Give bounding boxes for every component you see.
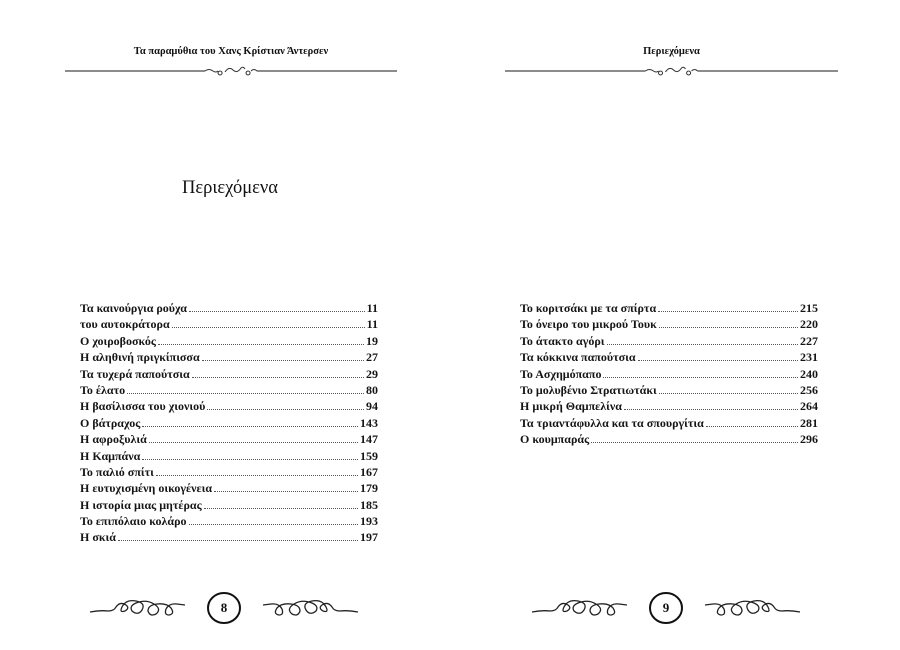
toc-entry-title: Ο χοιροβοσκός	[80, 333, 156, 348]
toc-entry-page: 80	[366, 382, 378, 397]
toc-entry[interactable]	[80, 333, 378, 349]
dot-leader	[142, 459, 358, 460]
dot-leader	[659, 393, 798, 394]
toc-entry-page: 29	[366, 366, 378, 381]
toc-entry-page: 11	[366, 317, 378, 332]
toc-entry-title: Τα τριαντάφυλλα και τα σπουργίτια	[520, 415, 704, 430]
toc-entry-page: 231	[800, 350, 818, 365]
dot-leader	[202, 360, 364, 361]
toc-entry[interactable]	[80, 448, 378, 464]
toc-entry-title: Η αφροξυλιά	[80, 432, 147, 447]
toc-entry-title: Η σκιά	[80, 530, 116, 545]
running-head: Τα παραμύθια του Χανς Κρίστιαν Άντερσεν	[133, 46, 329, 57]
dot-leader	[149, 442, 358, 443]
dot-leader	[158, 344, 364, 345]
toc-entry-page: 27	[366, 350, 378, 365]
toc-entry[interactable]	[520, 316, 818, 332]
dot-leader	[659, 327, 798, 328]
toc-entry-page: 143	[360, 415, 378, 430]
toc-entry[interactable]	[80, 382, 378, 398]
toc-entry-title: Το όνειρο του μικρού Τουκ	[520, 317, 657, 332]
toc-entry-page: 159	[360, 448, 378, 463]
toc-entry-page: 179	[360, 481, 378, 496]
page-number: 9	[662, 600, 670, 615]
flourish-divider-icon	[65, 65, 397, 77]
dot-leader	[638, 360, 798, 361]
toc-entry[interactable]	[520, 415, 818, 431]
toc-entry-page: 185	[360, 497, 378, 512]
toc-entry[interactable]	[80, 480, 378, 496]
toc-entry[interactable]	[80, 349, 378, 365]
page-number: 8	[220, 600, 228, 615]
dot-leader	[192, 377, 364, 378]
toc-entry[interactable]	[520, 366, 818, 382]
toc-entry[interactable]	[80, 464, 378, 480]
toc-entry[interactable]	[80, 300, 378, 316]
toc-entry[interactable]	[520, 398, 818, 414]
toc-entry-page: 264	[800, 399, 818, 414]
toc-entry-title: Η βασίλισσα του χιονιού	[80, 399, 206, 414]
toc-entry-page: 296	[800, 432, 818, 447]
toc-entry-page: 240	[800, 366, 818, 381]
dot-leader	[204, 508, 358, 509]
table-of-contents	[520, 300, 818, 448]
toc-entry-page: 11	[366, 301, 378, 315]
table-of-contents	[80, 300, 378, 546]
toc-entry-page: 193	[360, 514, 378, 529]
toc-entry-title: Η ευτυχισμένη οικογένεια	[80, 481, 213, 496]
dot-leader	[607, 344, 799, 345]
dot-leader	[624, 409, 798, 410]
dot-leader	[207, 409, 364, 410]
toc-entry-page: 215	[800, 301, 818, 315]
toc-entry-title: Το επιπόλαιο κολάρο	[80, 514, 187, 529]
toc-entry-title: Η αληθινή πριγκίπισσα	[80, 350, 200, 365]
toc-entry[interactable]	[80, 431, 378, 447]
ornamental-rule	[505, 65, 838, 77]
toc-entry[interactable]	[520, 333, 818, 349]
toc-entry-title: Τα κόκκινα παπούτσια	[520, 350, 636, 365]
toc-entry-title: του αυτοκράτορα	[80, 317, 170, 332]
toc-entry-title: Το παλιό σπίτι	[80, 464, 154, 479]
toc-entry-page: 19	[366, 333, 378, 348]
dot-leader	[172, 327, 365, 328]
toc-entry-page: 220	[800, 317, 818, 332]
dot-leader	[706, 426, 798, 427]
toc-entry-title: Η μικρή Θαμπελίνα	[520, 399, 622, 414]
dot-leader	[118, 540, 358, 541]
toc-entry-title: Η ιστορία μιας μητέρας	[80, 497, 202, 512]
toc-entry-page: 281	[800, 415, 818, 430]
toc-entry-title: Το μολυβένιο Στρατιωτάκι	[520, 382, 657, 397]
dot-leader	[127, 393, 364, 394]
toc-entry-title: Το κοριτσάκι με τα σπίρτα	[520, 301, 657, 315]
toc-entry[interactable]	[80, 398, 378, 414]
toc-entry[interactable]	[80, 366, 378, 382]
toc-entry-title: Το άτακτο αγόρι	[520, 333, 605, 348]
running-head: Περιεχόμενα	[643, 46, 700, 57]
flourish-divider-icon	[505, 65, 838, 77]
dot-leader	[591, 442, 798, 443]
toc-entry-page: 147	[360, 432, 378, 447]
ornamental-rule	[65, 65, 397, 77]
toc-entry[interactable]	[80, 497, 378, 513]
toc-entry-title: Η Καμπάνα	[80, 448, 141, 463]
dot-leader	[156, 475, 358, 476]
toc-entry[interactable]	[80, 529, 378, 545]
dot-leader	[189, 311, 365, 312]
toc-entry-page: 167	[360, 464, 378, 479]
toc-entry-title: Το Ασχημόπαπο	[520, 366, 602, 381]
toc-entry[interactable]	[80, 415, 378, 431]
toc-entry[interactable]	[520, 382, 818, 398]
toc-entry[interactable]	[80, 513, 378, 529]
toc-entry[interactable]	[80, 316, 378, 332]
contents-title: Περιεχόμενα	[182, 178, 278, 198]
page-number-ornament	[88, 588, 360, 628]
toc-entry-title: Τα τυχερά παπούτσια	[80, 366, 190, 381]
toc-entry-title: Το έλατο	[80, 382, 126, 397]
toc-entry-title: Ο κουμπαράς	[520, 432, 590, 447]
page-number-ornament	[530, 588, 802, 628]
toc-entry[interactable]	[520, 431, 818, 447]
dot-leader	[658, 311, 798, 312]
dot-leader	[214, 491, 358, 492]
toc-entry[interactable]	[520, 300, 818, 316]
toc-entry-page: 94	[366, 399, 378, 414]
toc-entry-title: Τα καινούργια ρούχα	[80, 301, 187, 315]
toc-entry-page: 256	[800, 382, 818, 397]
dot-leader	[189, 524, 358, 525]
toc-entry-title: Ο βάτραχος	[80, 415, 141, 430]
toc-entry[interactable]	[520, 349, 818, 365]
dot-leader	[142, 426, 358, 427]
right-page	[450, 0, 900, 650]
toc-entry-page: 227	[800, 333, 818, 348]
dot-leader	[603, 377, 798, 378]
toc-entry-page: 197	[360, 530, 378, 545]
